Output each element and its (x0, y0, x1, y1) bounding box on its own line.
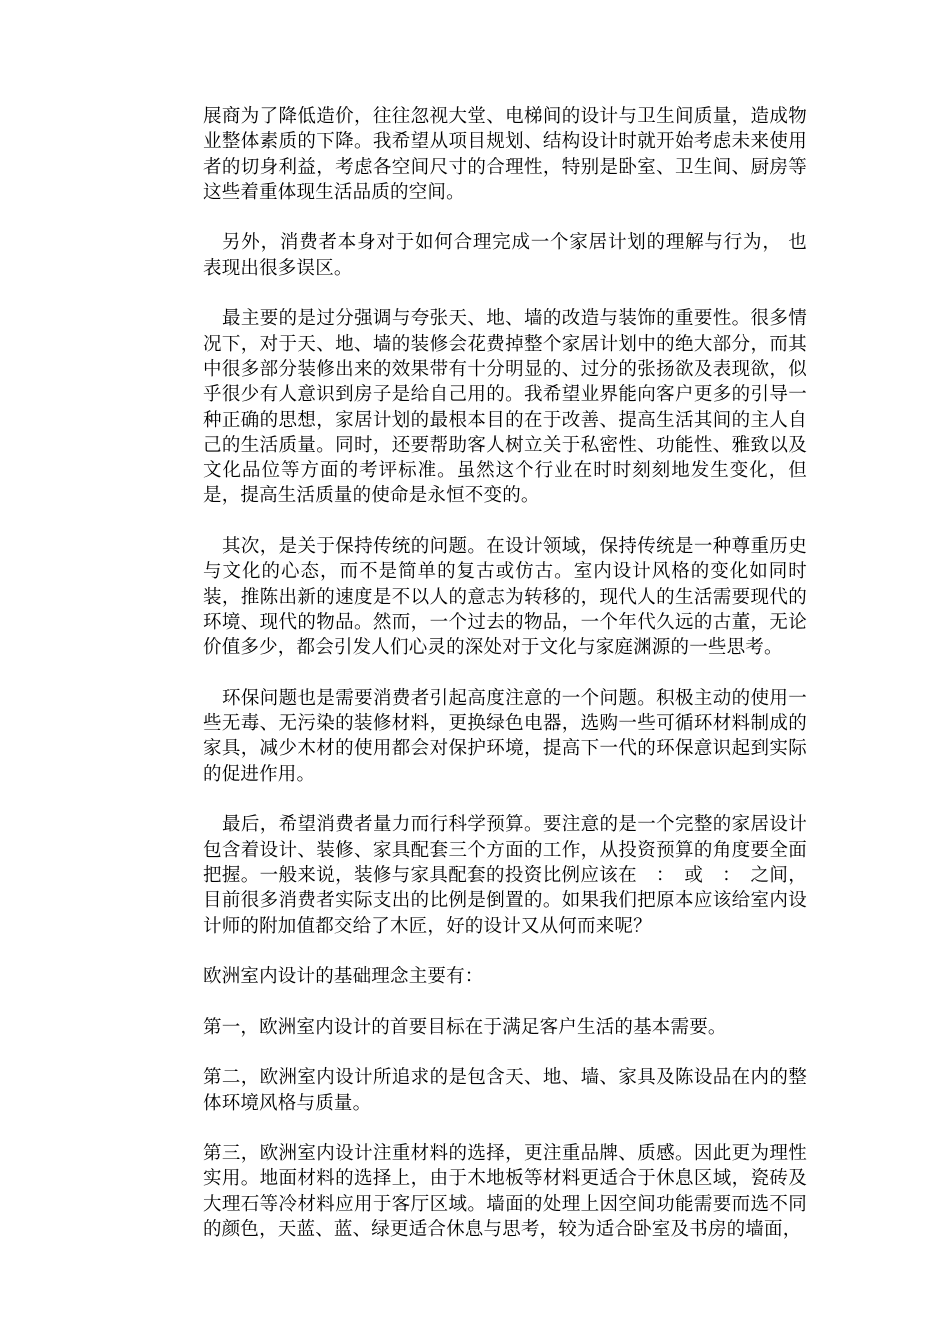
paragraph-overemphasis: 最主要的是过分强调与夸张天、地、墙的改造与装饰的重要性。很多情况下，对于天、地、墙的装修会花费掉整个家居计划中的绝大部分，而其中很多部分装修出来的效果带有十分明显的、过分的张扬欲及表现欲，似乎很少有人意识到房子是给自己用的。我希望业界能向客户更多的引导一种正确的思想，家居计划的最根本目的在于改善、提高生活其间的主人自己的生活质量。同时，还要帮助客人树立关于私密性、功能性、雅致以及文化品位等方面的考评标准。虽然这个行业在时时刻刻地发生变化，但是，提高生活质量的使命是永恒不变的。 (203, 308, 807, 507)
paragraph-first-point: 第一，欧洲室内设计的首要目标在于满足客户生活的基本需要。 (203, 1016, 727, 1038)
paragraph-consumer-misconceptions: 另外，消费者本身对于如何合理完成一个家居计划的理解与行为， 也表现出很多误区。 (203, 232, 807, 279)
paragraph-tradition: 其次，是关于保持传统的问题。在设计领域，保持传统是一种尊重历史与文化的心态，而不是简单的复古或仿古。室内设计风格的变化如同时装，推陈出新的速度是不以人的意志为转移的，现代人的生活需要现代的环境、现代的物品。然而，一个过去的物品，一个年代久远的古董，无论价值多少，都会引发人们心灵的深处对于文化与家庭渊源的一些思考。 (203, 536, 807, 659)
paragraph-european-concepts-heading: 欧洲室内设计的基础理念主要有： (203, 966, 484, 988)
document-body (203, 104, 807, 1268)
paragraph-third-point: 第三，欧洲室内设计注重材料的选择，更注重品牌、质感。因此更为理性实用。地面材料的选择上，由于木地板等材料更适合于休息区域，瓷砖及大理石等冷材料应用于客厅区域。墙面的处理上因空间功能需要而选不同的颜色，天蓝、蓝、绿更适合休息与思考，较为适合卧室及书房的墙面， (203, 1143, 807, 1241)
paragraph-second-point: 第二，欧洲室内设计所追求的是包含天、地、墙、家具及陈设品在内的整体环境风格与质量。 (203, 1067, 807, 1114)
paragraph-environment: 环保问题也是需要消费者引起高度注意的一个问题。积极主动的使用一些无毒、无污染的装修材料，更换绿色电器，选购一些可循环材料制成的家具，减少木材的使用都会对保护环境，提高下一代的环保意识起到实际的促进作用。 (203, 687, 807, 785)
paragraph-continuation: 展商为了降低造价，往往忽视大堂、电梯间的设计与卫生间质量，造成物业整体素质的下降。我希望从项目规划、结构设计时就开始考虑未来使用者的切身利益，考虑各空间尺寸的合理性，特别是卧室、卫生间、厨房等这些着重体现生活品质的空间。 (203, 106, 807, 203)
paragraph-budget: 最后，希望消费者量力而行科学预算。要注意的是一个完整的家居设计包含着设计、装修、家具配套三个方面的工作，从投资预算的角度要全面把握。一般来说，装修与家具配套的投资比例应该在 ： 或 ： 之间，目前很多消费者实际支出的比例是倒置的。如果我们把原本应该给室内设计师的附加值都交给了木匠，好的设计又从何而来呢？ (203, 814, 807, 937)
